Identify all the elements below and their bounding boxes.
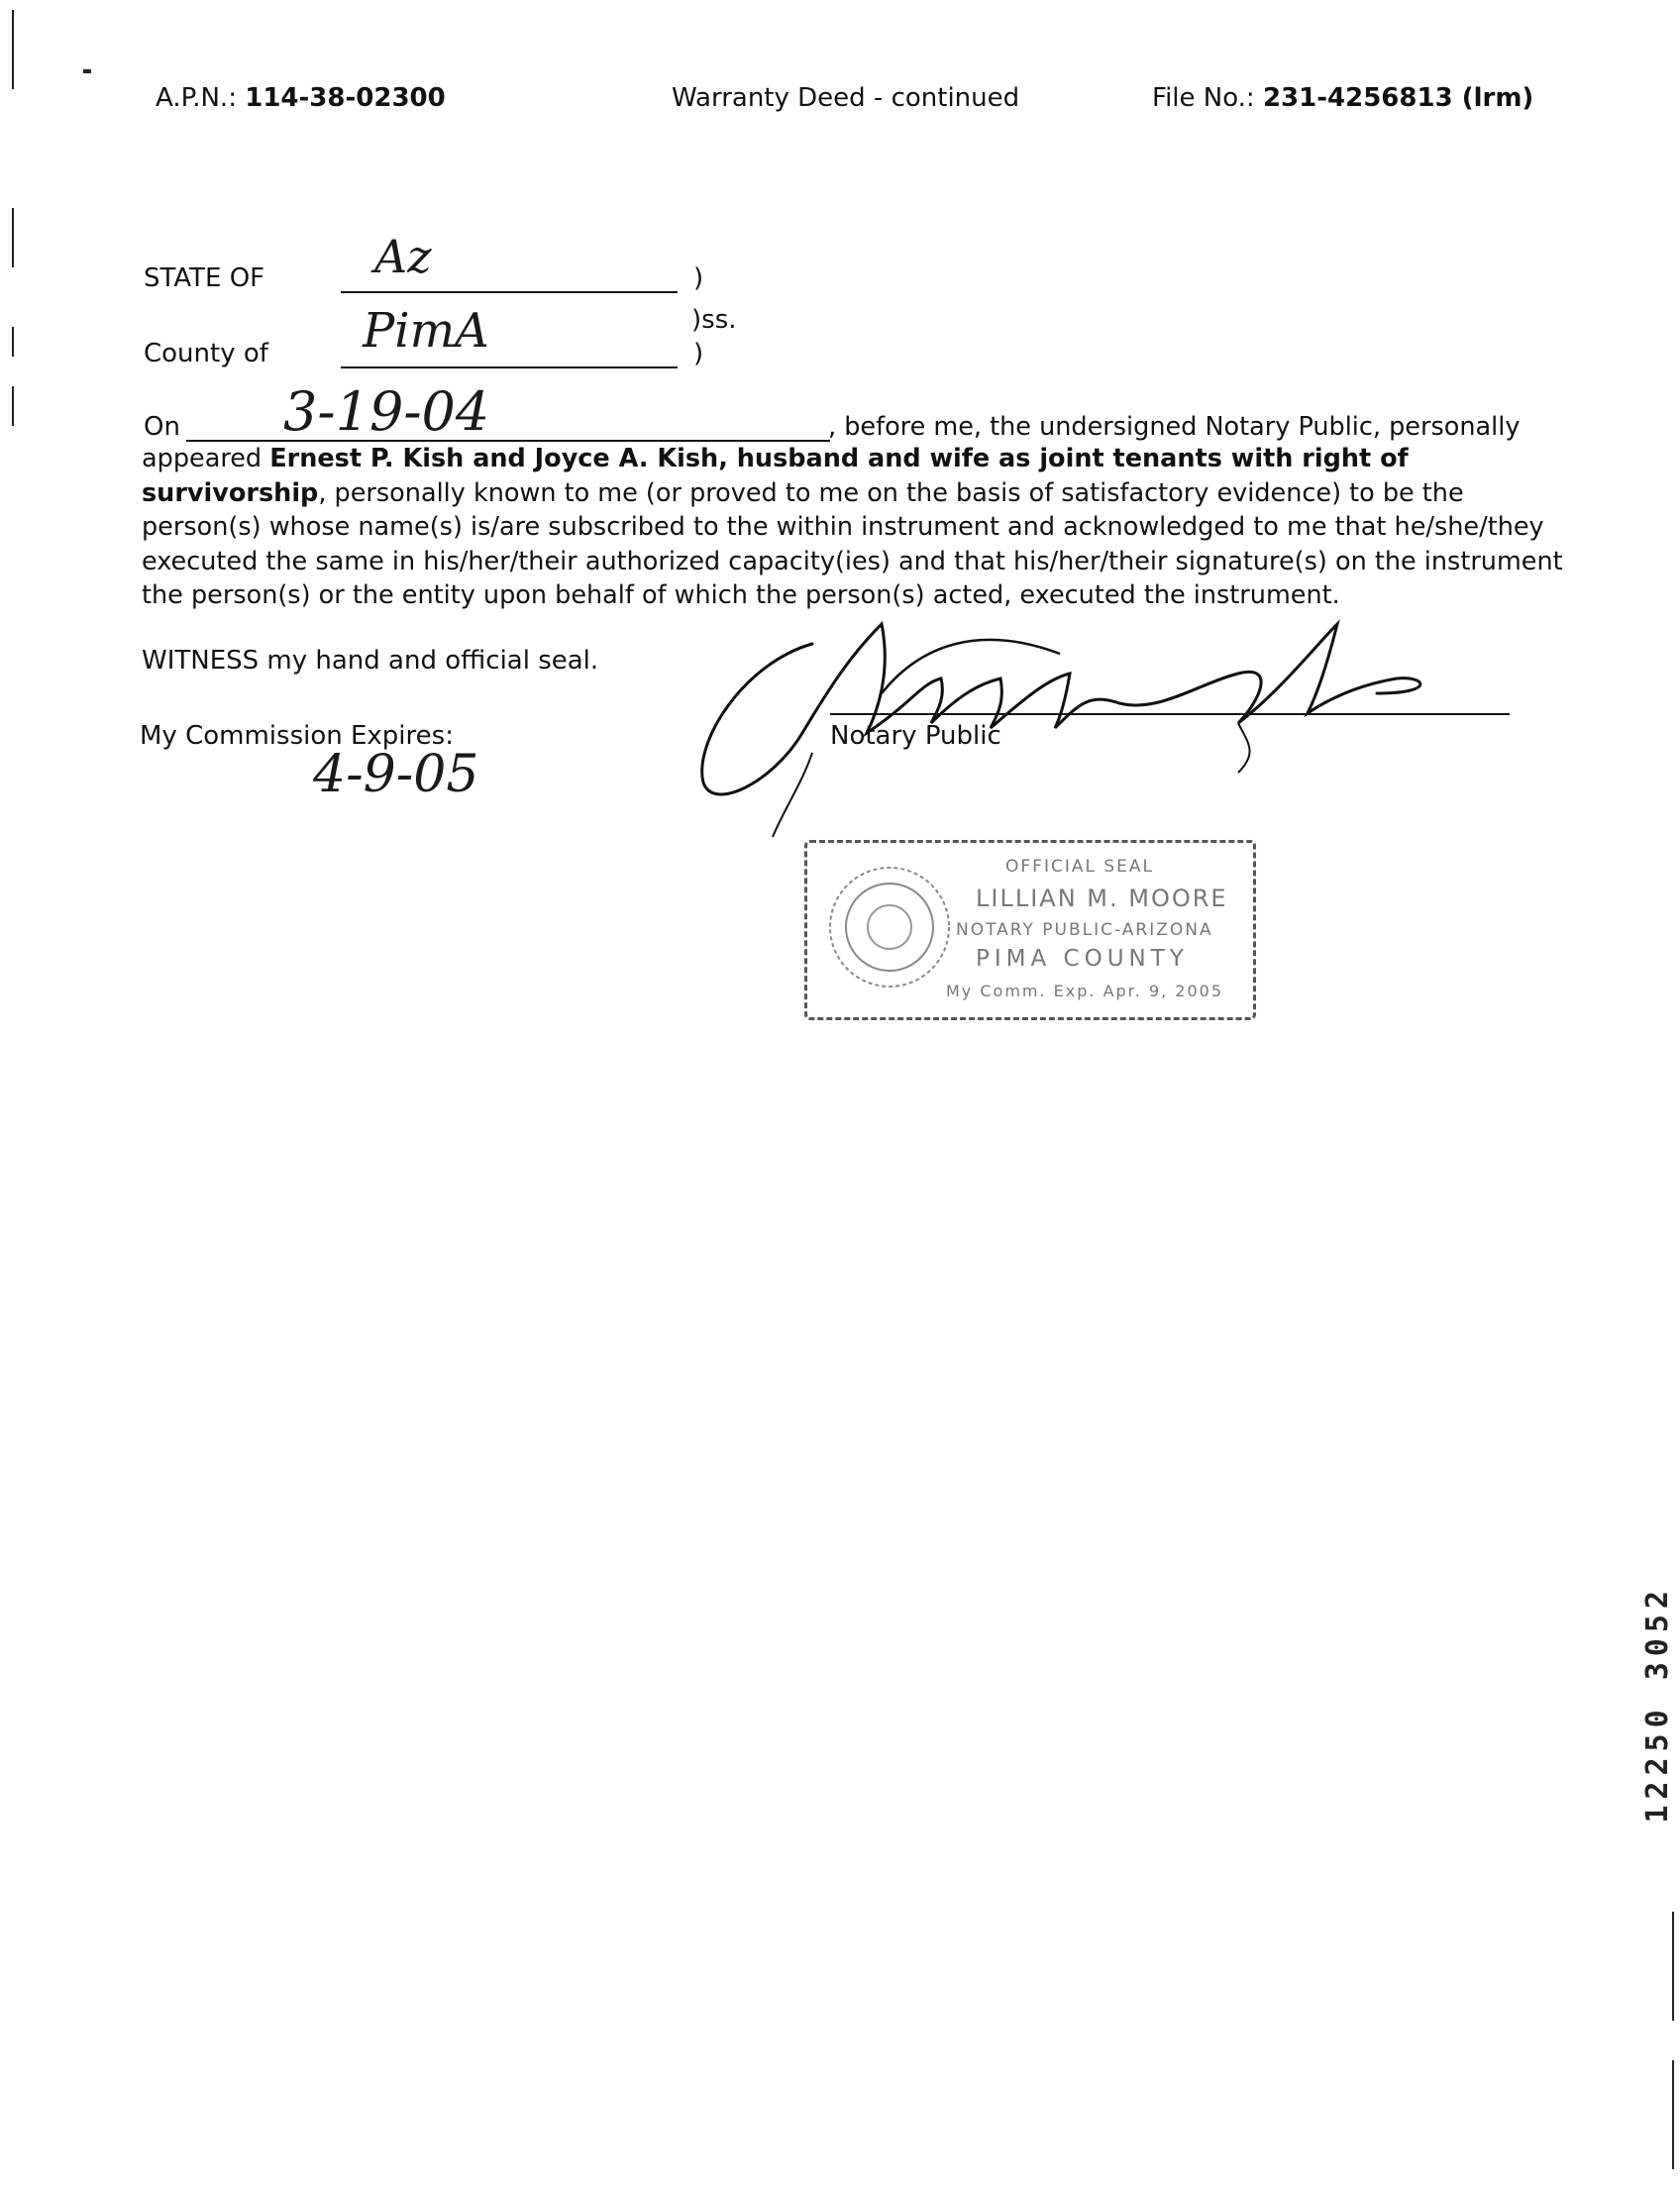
scan-mark <box>12 327 14 357</box>
apn-value: 114-38-02300 <box>245 83 446 113</box>
ack-line-5: executed the same in his/her/their authorized capacity(ies) and that his/her/their signature(s) on the instrument <box>142 546 1563 576</box>
scan-mark <box>12 386 14 426</box>
state-paren: ) <box>693 263 704 293</box>
scan-mark <box>83 69 91 73</box>
survivorship-term: survivorship <box>142 477 319 508</box>
scan-mark <box>12 10 14 89</box>
stamp-notary-name: LILLIAN M. MOORE <box>976 885 1228 912</box>
state-underline <box>341 291 678 293</box>
commission-date-handwritten: 4-9-05 <box>313 745 479 804</box>
state-value-handwritten: Az <box>374 230 432 283</box>
county-value-handwritten: PimA <box>363 303 489 359</box>
notary-signature-line <box>830 713 1510 715</box>
on-label: On <box>144 412 180 442</box>
ack-line-3 <box>142 476 1519 511</box>
witness-text: WITNESS my hand and official seal. <box>142 646 599 676</box>
apn-label: A.P.N.: <box>156 83 237 113</box>
county-underline <box>341 366 678 368</box>
county-label: County of <box>144 339 268 368</box>
ack-line-2 <box>142 442 1519 476</box>
commission-label: My Commission Expires: <box>140 721 454 751</box>
stamp-official-seal: OFFICIAL SEAL <box>1005 857 1154 877</box>
date-value-handwritten: 3-19-04 <box>283 380 490 443</box>
stamp-county: PIMA COUNTY <box>976 946 1189 972</box>
scan-mark <box>12 208 14 267</box>
arizona-seal-emblem <box>825 863 954 991</box>
ss-marker: )ss. <box>691 305 737 335</box>
notary-public-label: Notary Public <box>830 721 1001 751</box>
county-paren: ) <box>693 339 704 368</box>
ack-line-1-rest: , before me, the undersigned Notary Public, personally <box>828 412 1521 442</box>
document-title: Warranty Deed - continued <box>672 83 1020 113</box>
ack-line-2-prefix: appeared <box>142 444 270 473</box>
scan-mark <box>1672 1912 1674 2021</box>
ack-line-6: the person(s) or the entity upon behalf of which the person(s) acted, executed the instrument. <box>142 580 1340 610</box>
state-label: STATE OF <box>144 263 265 293</box>
ack-line-3-rest: , personally known to me (or proved to me on the basis of satisfactory evidence) to be the <box>318 477 1464 508</box>
grantor-names: Ernest P. Kish and Joyce A. Kish, husband and wife as joint tenants with right of <box>269 444 1409 473</box>
notary-seal-stamp <box>804 840 1256 1020</box>
stamp-commission-expiry: My Comm. Exp. Apr. 9, 2005 <box>946 982 1224 1000</box>
file-value: 231-4256813 (lrm) <box>1262 83 1534 113</box>
recording-number-vertical: 12250 3052 <box>1640 1585 1675 1824</box>
apn-header <box>156 83 446 113</box>
file-label: File No.: <box>1152 83 1255 113</box>
ack-line-4: person(s) whose name(s) is/are subscribed to the within instrument and acknowledged to me that he/she/they <box>142 512 1544 542</box>
scan-mark <box>1672 2060 1674 2169</box>
stamp-notary-public-state: NOTARY PUBLIC-ARIZONA <box>956 920 1213 940</box>
file-number-header <box>1152 83 1533 113</box>
